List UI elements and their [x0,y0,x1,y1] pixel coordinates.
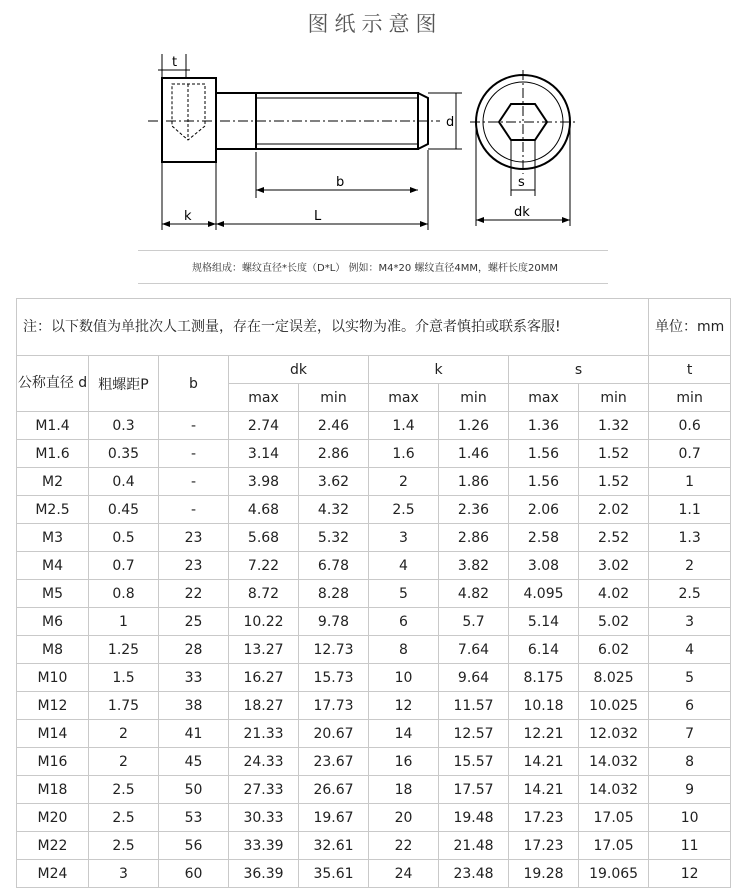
divider-top [138,250,608,251]
cell-pitch: 0.35 [89,440,159,468]
cell-k-max: 8 [369,636,439,664]
cell-b: 56 [159,832,229,860]
cell-k-max: 12 [369,692,439,720]
table-row [17,412,731,440]
table-row [17,664,731,692]
dim-t: t [172,55,178,70]
table-row [17,636,731,664]
table-body [17,412,731,888]
table-row [17,580,731,608]
cell-dk-max: 8.72 [229,580,299,608]
cell-b: 53 [159,804,229,832]
cell-diameter: M24 [17,860,89,888]
cell-k-max: 10 [369,664,439,692]
cell-s-min: 12.032 [579,720,649,748]
header-t: t [649,356,731,384]
cell-s-max: 17.23 [509,804,579,832]
cell-t-min: 0.7 [649,440,731,468]
cell-k-min: 11.57 [439,692,509,720]
cell-pitch: 1 [89,608,159,636]
cell-diameter: M12 [17,692,89,720]
header-s-max: max [509,384,579,412]
cell-dk-min: 4.32 [299,496,369,524]
cell-dk-max: 36.39 [229,860,299,888]
cell-k-max: 4 [369,552,439,580]
cell-dk-max: 3.14 [229,440,299,468]
bolt-drawing [0,40,750,245]
dim-d: d [446,115,455,130]
bolt-head [162,78,216,162]
cell-dk-min: 9.78 [299,608,369,636]
cell-k-max: 20 [369,804,439,832]
cell-diameter: M4 [17,552,89,580]
cell-t-min: 7 [649,720,731,748]
cell-dk-min: 26.67 [299,776,369,804]
cell-s-min: 2.02 [579,496,649,524]
cell-t-min: 2 [649,552,731,580]
header-pitch: 粗螺距P [89,356,159,412]
cell-dk-min: 32.61 [299,832,369,860]
cell-k-max: 18 [369,776,439,804]
cell-pitch: 2.5 [89,804,159,832]
cell-diameter: M6 [17,608,89,636]
cell-b: 60 [159,860,229,888]
cell-s-max: 1.36 [509,412,579,440]
cell-b: 41 [159,720,229,748]
table-row [17,468,731,496]
cell-t-min: 11 [649,832,731,860]
cell-k-min: 1.86 [439,468,509,496]
cell-dk-max: 2.74 [229,412,299,440]
cell-pitch: 2.5 [89,832,159,860]
cell-diameter: M18 [17,776,89,804]
cell-k-min: 2.36 [439,496,509,524]
cell-pitch: 1.75 [89,692,159,720]
dim-s: s [518,175,525,190]
table-row [17,804,731,832]
header-k-max: max [369,384,439,412]
cell-dk-min: 2.86 [299,440,369,468]
cell-dk-min: 19.67 [299,804,369,832]
table-row [17,440,731,468]
cell-diameter: M2.5 [17,496,89,524]
cell-k-max: 2 [369,468,439,496]
cell-b: 33 [159,664,229,692]
header-b: b [159,356,229,412]
cell-dk-max: 3.98 [229,468,299,496]
cell-dk-max: 13.27 [229,636,299,664]
cell-dk-max: 30.33 [229,804,299,832]
cell-k-min: 4.82 [439,580,509,608]
cell-t-min: 1 [649,468,731,496]
cell-k-max: 6 [369,608,439,636]
cell-s-min: 14.032 [579,776,649,804]
cell-k-max: 1.6 [369,440,439,468]
table-row [17,748,731,776]
cell-t-min: 6 [649,692,731,720]
cell-dk-max: 27.33 [229,776,299,804]
cell-s-min: 8.025 [579,664,649,692]
spec-description: 规格组成：螺纹直径*长度（D*L） 例如：M4*20 螺纹直径4MM，螺杆长度20MM [192,263,558,274]
cell-dk-min: 35.61 [299,860,369,888]
cell-pitch: 0.5 [89,524,159,552]
cell-dk-min: 6.78 [299,552,369,580]
cell-k-max: 24 [369,860,439,888]
cell-k-max: 14 [369,720,439,748]
cell-dk-max: 16.27 [229,664,299,692]
header-k-min: min [439,384,509,412]
cell-k-max: 22 [369,832,439,860]
cell-dk-min: 2.46 [299,412,369,440]
cell-diameter: M2 [17,468,89,496]
cell-b: 23 [159,524,229,552]
cell-s-min: 1.52 [579,468,649,496]
cell-pitch: 1.5 [89,664,159,692]
cell-pitch: 1.25 [89,636,159,664]
cell-s-min: 2.52 [579,524,649,552]
cell-s-min: 5.02 [579,608,649,636]
cell-t-min: 1.3 [649,524,731,552]
table-row [17,860,731,888]
table-row [17,552,731,580]
cell-s-max: 8.175 [509,664,579,692]
cell-b: 25 [159,608,229,636]
cell-pitch: 2 [89,720,159,748]
cell-k-min: 7.64 [439,636,509,664]
dim-dk: dk [514,205,530,220]
table-row [17,776,731,804]
header-dk: dk [229,356,369,384]
cell-pitch: 0.7 [89,552,159,580]
cell-t-min: 5 [649,664,731,692]
header-nominal-diameter: 公称直径 d [17,356,89,412]
cell-pitch: 2 [89,748,159,776]
table-row [17,608,731,636]
cell-b: - [159,468,229,496]
cell-s-max: 14.21 [509,748,579,776]
cell-pitch: 3 [89,860,159,888]
header-s-min: min [579,384,649,412]
cell-s-min: 1.52 [579,440,649,468]
cell-t-min: 10 [649,804,731,832]
table-row [17,524,731,552]
cell-s-max: 1.56 [509,440,579,468]
header-k: k [369,356,509,384]
cell-s-max: 12.21 [509,720,579,748]
cell-s-max: 6.14 [509,636,579,664]
cell-s-min: 14.032 [579,748,649,776]
cell-t-min: 3 [649,608,731,636]
cell-s-min: 19.065 [579,860,649,888]
cell-k-min: 5.7 [439,608,509,636]
cell-pitch: 0.45 [89,496,159,524]
cell-b: 22 [159,580,229,608]
dim-L: L [314,209,322,224]
cell-dk-min: 23.67 [299,748,369,776]
cell-k-min: 2.86 [439,524,509,552]
cell-k-min: 3.82 [439,552,509,580]
cell-diameter: M5 [17,580,89,608]
cell-t-min: 1.1 [649,496,731,524]
cell-pitch: 0.8 [89,580,159,608]
cell-s-max: 19.28 [509,860,579,888]
cell-diameter: M14 [17,720,89,748]
cell-s-max: 17.23 [509,832,579,860]
cell-diameter: M10 [17,664,89,692]
cell-b: 50 [159,776,229,804]
dim-b: b [336,175,345,190]
cell-s-max: 2.58 [509,524,579,552]
cell-b: - [159,496,229,524]
cell-b: 45 [159,748,229,776]
cell-s-min: 17.05 [579,832,649,860]
cell-s-max: 14.21 [509,776,579,804]
cell-pitch: 0.3 [89,412,159,440]
cell-diameter: M16 [17,748,89,776]
cell-s-min: 1.32 [579,412,649,440]
cell-dk-max: 5.68 [229,524,299,552]
table-row [17,496,731,524]
cell-k-max: 1.4 [369,412,439,440]
cell-s-max: 10.18 [509,692,579,720]
header-s: s [509,356,649,384]
cell-k-max: 2.5 [369,496,439,524]
cell-t-min: 12 [649,860,731,888]
cell-k-min: 9.64 [439,664,509,692]
cell-dk-max: 10.22 [229,608,299,636]
cell-dk-min: 3.62 [299,468,369,496]
cell-diameter: M1.4 [17,412,89,440]
table-row [17,832,731,860]
cell-s-max: 4.095 [509,580,579,608]
cell-dk-min: 8.28 [299,580,369,608]
cell-dk-max: 21.33 [229,720,299,748]
spec-table [16,298,731,888]
cell-b: 28 [159,636,229,664]
cell-dk-min: 20.67 [299,720,369,748]
cell-s-max: 3.08 [509,552,579,580]
cell-s-min: 4.02 [579,580,649,608]
cell-dk-max: 7.22 [229,552,299,580]
page-title: 图纸示意图 [307,12,443,36]
cell-diameter: M8 [17,636,89,664]
cell-dk-min: 5.32 [299,524,369,552]
cell-diameter: M22 [17,832,89,860]
cell-dk-min: 17.73 [299,692,369,720]
cell-k-max: 16 [369,748,439,776]
header-t-min: min [649,384,731,412]
cell-b: 38 [159,692,229,720]
cell-diameter: M3 [17,524,89,552]
cell-k-min: 12.57 [439,720,509,748]
cell-s-min: 6.02 [579,636,649,664]
divider-bottom [138,283,608,284]
cell-k-min: 21.48 [439,832,509,860]
cell-diameter: M1.6 [17,440,89,468]
cell-dk-min: 12.73 [299,636,369,664]
cell-k-max: 5 [369,580,439,608]
cell-s-min: 3.02 [579,552,649,580]
cell-k-min: 17.57 [439,776,509,804]
cell-k-min: 1.46 [439,440,509,468]
cell-dk-max: 4.68 [229,496,299,524]
cell-dk-max: 33.39 [229,832,299,860]
cell-diameter: M20 [17,804,89,832]
table-row [17,692,731,720]
cell-s-max: 1.56 [509,468,579,496]
cell-t-min: 8 [649,748,731,776]
cell-k-min: 1.26 [439,412,509,440]
cell-s-min: 17.05 [579,804,649,832]
cell-k-max: 3 [369,524,439,552]
cell-pitch: 2.5 [89,776,159,804]
cell-k-min: 15.57 [439,748,509,776]
table-row [17,720,731,748]
cell-b: - [159,440,229,468]
cell-t-min: 4 [649,636,731,664]
cell-s-min: 10.025 [579,692,649,720]
cell-dk-min: 15.73 [299,664,369,692]
cell-dk-max: 18.27 [229,692,299,720]
cell-s-max: 2.06 [509,496,579,524]
cell-pitch: 0.4 [89,468,159,496]
cell-b: - [159,412,229,440]
cell-b: 23 [159,552,229,580]
header-dk-max: max [229,384,299,412]
cell-t-min: 9 [649,776,731,804]
cell-t-min: 2.5 [649,580,731,608]
cell-s-max: 5.14 [509,608,579,636]
cell-k-min: 19.48 [439,804,509,832]
dim-k: k [184,209,192,224]
cell-k-min: 23.48 [439,860,509,888]
measurement-note: 注：以下数值为单批次人工测量，存在一定误差，以实物为准。介意者慎拍或联系客服! [17,299,649,356]
cell-dk-max: 24.33 [229,748,299,776]
cell-t-min: 0.6 [649,412,731,440]
header-dk-min: min [299,384,369,412]
unit-label: 单位：mm [649,299,731,356]
